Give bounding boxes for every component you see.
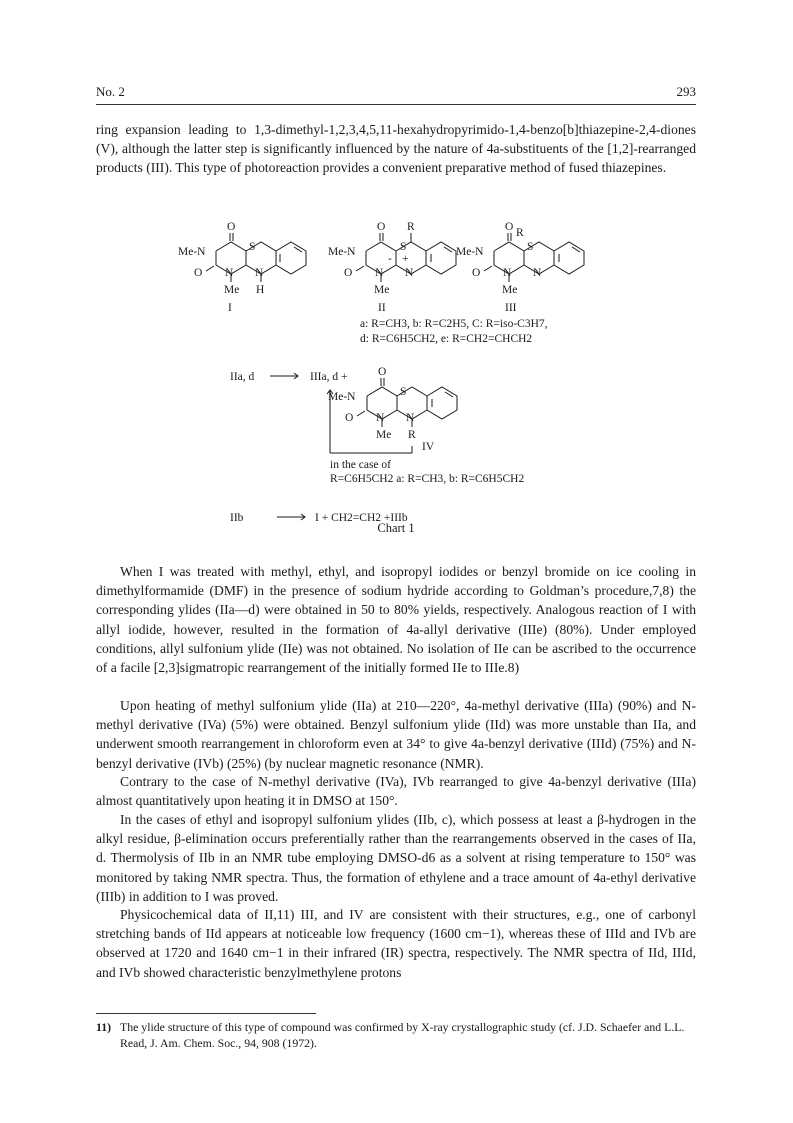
scheme-2 (230, 366, 524, 485)
compound-label-III: III (505, 302, 517, 314)
atom-N2: N (405, 267, 414, 279)
substituents-line-1: a: R=CH3, b: R=C2H5, C: R=iso-C3H7, (360, 318, 548, 330)
atom-O-carbonyl: O (345, 412, 354, 424)
atom-Me: Me (376, 429, 392, 441)
atom-O: O (227, 221, 236, 233)
paragraph-2: Upon heating of methyl sulfonium ylide (IIa) at 210—220°, 4a-methyl derivative (IIIa) (90%) and N-methyl derivative (IVa) (5%) were obtained. Benzyl sulfonium ylide (IId) was more unstable than IIa, and underwent smooth rearrangement in chloroform even at 34° to give 4a-benzyl derivative (IIId) (75%) and N-benzyl derivative (IVb) (25%) (by nuclear magnetic resonance (NMR). (96, 698, 696, 771)
compound-label-I: I (228, 302, 232, 314)
atom-N1: N (376, 412, 385, 424)
atom-N2: N (255, 267, 264, 279)
scheme2-start: IIa, d (230, 371, 255, 383)
chart-1-scheme (150, 218, 570, 548)
atom-O-carbonyl: O (194, 267, 203, 279)
atom-Me-N: Me-N (456, 246, 484, 258)
footnote-text: The ylide structure of this type of compound was confirmed by X-ray crystallographic study (cf. J.D. Schaefer and L.L. Read, J. Am. Chem. Soc., 94, 908 (1972). (120, 1020, 685, 1050)
journal-issue-number: No. 2 (96, 84, 125, 99)
page-number: 293 (676, 84, 696, 99)
atom-Me-N: Me-N (178, 246, 206, 258)
substituents-line-2: d: R=C6H5CH2, e: R=CH2=CHCH2 (360, 333, 533, 345)
footnote-rule (96, 1013, 316, 1014)
scheme2-product1: IIIa, d + (310, 371, 348, 383)
atom-N2: N (533, 267, 542, 279)
atom-R: R (408, 429, 416, 441)
compound-label-IV: IV (422, 441, 435, 453)
atom-O-carbonyl: O (344, 267, 353, 279)
paragraph-5: Physicochemical data of II,11) III, and IV are consistent with their structures, e.g., one of carbonyl stretching bands of IId appears at noticeable low frequency (1600 cm−1), whereas these of IIId and IVb are observed at 1720 and 1640 cm−1 in their infrared (IR) spectra, respectively. The NMR spectra of IId, IIId, and IVb showed characteristic benzylmethylene protons (96, 907, 696, 980)
atom-O: O (505, 221, 514, 233)
atom-R: R (516, 227, 524, 239)
atom-Me: Me (224, 284, 240, 296)
paragraph-intro: ring expansion leading to 1,3-dimethyl-1,2,3,4,5,11-hexahydropyrimido-1,4-benzo[b]thiazepine-2,4-diones (V), although the latter step is significantly influenced by the nature of 4a-substituents of the [1,2]-rearranged products (III). This type of photoreaction provides a convenient preparative method of fused thiazepines. (96, 122, 696, 176)
atom-Me-N: Me-N (328, 391, 356, 403)
chemical-structures-svg (150, 218, 570, 524)
atom-S: S (400, 386, 407, 398)
atom-S: S (527, 241, 534, 253)
atom-S: S (400, 241, 407, 253)
atom-O: O (377, 221, 386, 233)
structure-I (178, 221, 264, 314)
compound-label-II: II (378, 302, 386, 314)
scheme2-note-line-2: R=C6H5CH2 a: R=CH3, b: R=C6H5CH2 (330, 473, 525, 485)
atom-H: H (256, 284, 265, 296)
atom-O: O (378, 366, 387, 378)
atom-S: S (249, 241, 256, 253)
atom-N1: N (225, 267, 234, 279)
atom-Me: Me (502, 284, 518, 296)
chart-caption: Chart 1 (377, 521, 415, 535)
header-rule (96, 104, 696, 105)
footnote-11 (96, 1019, 696, 1051)
atom-N1: N (503, 267, 512, 279)
scheme3-start: IIb (230, 512, 244, 524)
scheme3-products: I + CH2=CH2 +IIIb (315, 512, 408, 524)
paragraph-3: Contrary to the case of N-methyl derivative (IVa), IVb rearranged to give 4a-benzyl derivative (IIIa) almost quantitatively upon heating it in DMSO at 150°. (96, 774, 696, 809)
running-header (96, 84, 696, 104)
atom-Me: Me (374, 284, 390, 296)
structure-II (328, 221, 415, 314)
atom-Me-N: Me-N (328, 246, 356, 258)
charge-plus: + (402, 253, 409, 265)
atom-N1: N (375, 267, 384, 279)
paragraph-4: In the cases of ethyl and isopropyl sulfonium ylides (IIb, c), which possess at least a β-hydrogen in the alkyl residue, β-elimination occurs preferentially rather than the rearrangements observed in the cases of IIa, d. Thermolysis of IIb in an NMR tube employing DMSO-d6 as a solvent at rising temperature to 150° was monitored by taking NMR spectra. Thus, the formation of ethylene and a trace amount of 4a-ethyl derivative (IIIb) in addition to I was proved. (96, 812, 696, 904)
atom-O-carbonyl: O (472, 267, 481, 279)
charge-minus: - (388, 253, 392, 265)
paragraph-1: When I was treated with methyl, ethyl, and isopropyl iodides or benzyl bromide on ice cooling in dimethylformamide (DMF) in the presence of sodium hydride according to Goldman’s procedure,7,8) the corresponding ylides (IIa—d) were obtained in 50 to 80% yields, respectively. Analogous reaction of I with allyl iodide, however, resulted in the formation of 4a-allyl derivative (IIIe) (80%). Under employed conditions, allyl sulfonium ylide (IIe) was not obtained. No isolation of IIe can be ascribed to the occurrence of a facile [2,3]sigmatropic rearrangement of the initially formed IIe to IIIe.8) (96, 564, 696, 676)
footnote-number: 11) (96, 1020, 112, 1034)
atom-R: R (407, 221, 415, 233)
atom-N2: N (406, 412, 415, 424)
scheme2-note-line-1: in the case of (330, 459, 391, 471)
